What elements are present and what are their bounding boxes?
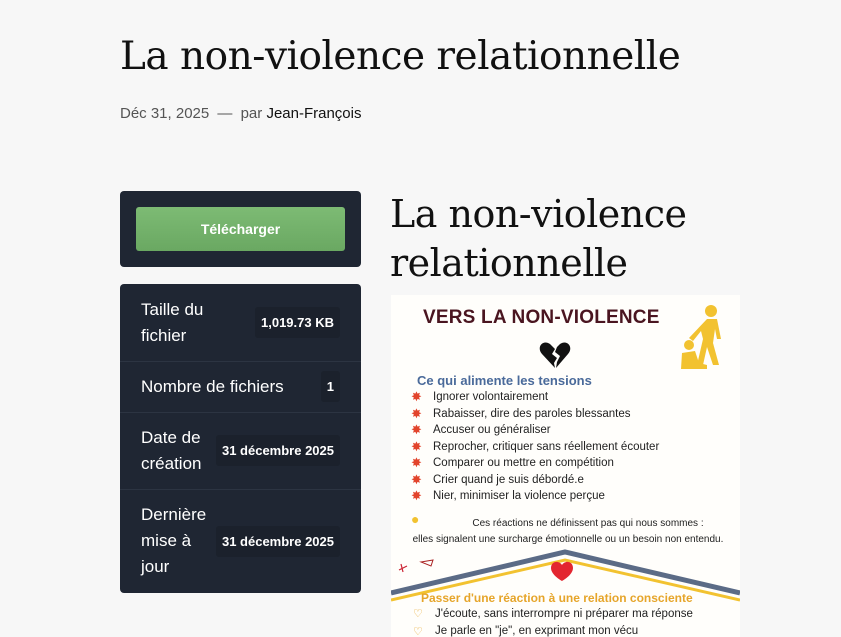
poster-image — [391, 295, 740, 637]
file-info-label: Dernière mise à jour — [141, 505, 207, 576]
post-meta — [120, 105, 361, 122]
file-info-label: Nombre de fichiers — [141, 376, 284, 396]
poster-line: J'écoute, sans interrompre ni préparer ma réponse — [435, 608, 693, 620]
poster-item-text: Reprocher, critiquer sans réellement écouter — [433, 440, 660, 453]
file-info-table — [120, 284, 361, 593]
poster-title: VERS LA NON-VIOLENCE — [423, 307, 660, 328]
by-label: par — [240, 105, 263, 122]
content-title: La non-violence relationnelle — [390, 192, 687, 285]
file-info-row — [120, 361, 361, 413]
burst-icon: ✸ — [411, 488, 422, 504]
file-info-row — [120, 412, 361, 490]
file-info-value: 31 décembre 2025 — [216, 435, 340, 466]
poster-section-title: Ce qui alimente les tensions — [417, 373, 592, 388]
burst-icon: ✸ — [411, 455, 422, 471]
poster-list-item — [411, 472, 659, 489]
burst-icon: ✸ — [411, 471, 422, 487]
poster-list-item — [411, 406, 659, 423]
poster-list — [411, 389, 659, 505]
poster-line: Je parle en "je", en exprimant mon vécu — [435, 625, 639, 637]
meta-separator: — — [217, 105, 233, 122]
poster-list-item — [411, 488, 659, 505]
download-button[interactable]: Télécharger — [136, 207, 345, 251]
broken-heart-icon — [539, 341, 571, 369]
burst-icon: ✸ — [411, 389, 422, 405]
burst-icon: ✸ — [411, 405, 422, 421]
poster-item-text: Crier quand je suis débordé.e — [433, 473, 584, 486]
poster-note-line: Ces réactions ne définissent pas qui nous sommes : — [472, 518, 704, 529]
lightbulb-icon: ● — [411, 511, 420, 527]
poster-list-item — [411, 389, 659, 406]
poster-item-text: Nier, minimiser la violence perçue — [433, 490, 605, 503]
poster-item-text: Accuser ou généraliser — [433, 424, 551, 437]
file-info-value: 1 — [321, 371, 340, 402]
poster-list-item — [411, 422, 659, 439]
file-info-row — [120, 284, 361, 362]
speech-icon: ♡ — [413, 626, 423, 637]
download-panel — [120, 191, 361, 267]
file-info-row — [120, 489, 361, 593]
poster-note — [403, 516, 733, 548]
post-date: Déc 31, 2025 — [120, 105, 210, 122]
poster-section-title: Passer d'une réaction à une relation consciente — [421, 591, 693, 605]
burst-icon: ✸ — [411, 438, 422, 454]
file-info-value: 1,019.73 KB — [255, 307, 340, 338]
poster-list-item — [411, 455, 659, 472]
file-info-value: 31 décembre 2025 — [216, 526, 340, 557]
poster-list-item — [411, 439, 659, 456]
poster-item-text: Rabaisser, dire des paroles blessantes — [433, 407, 631, 420]
ear-icon: ♡ — [413, 608, 423, 620]
page-title: La non-violence relationnelle — [120, 34, 681, 79]
author-link[interactable]: Jean-François — [266, 105, 362, 122]
poster-item-text: Ignorer volontairement — [433, 391, 549, 404]
file-info-label: Taille du fichier — [141, 299, 204, 345]
poster-note-line: elles signalent une surcharge émotionnelle ou un besoin non entendu. — [412, 534, 724, 545]
poster-item-text: Comparer ou mettre en compétition — [433, 457, 614, 470]
burst-icon: ✸ — [411, 422, 422, 438]
file-info-label: Date de création — [141, 427, 202, 473]
helping-people-icon — [677, 303, 735, 371]
